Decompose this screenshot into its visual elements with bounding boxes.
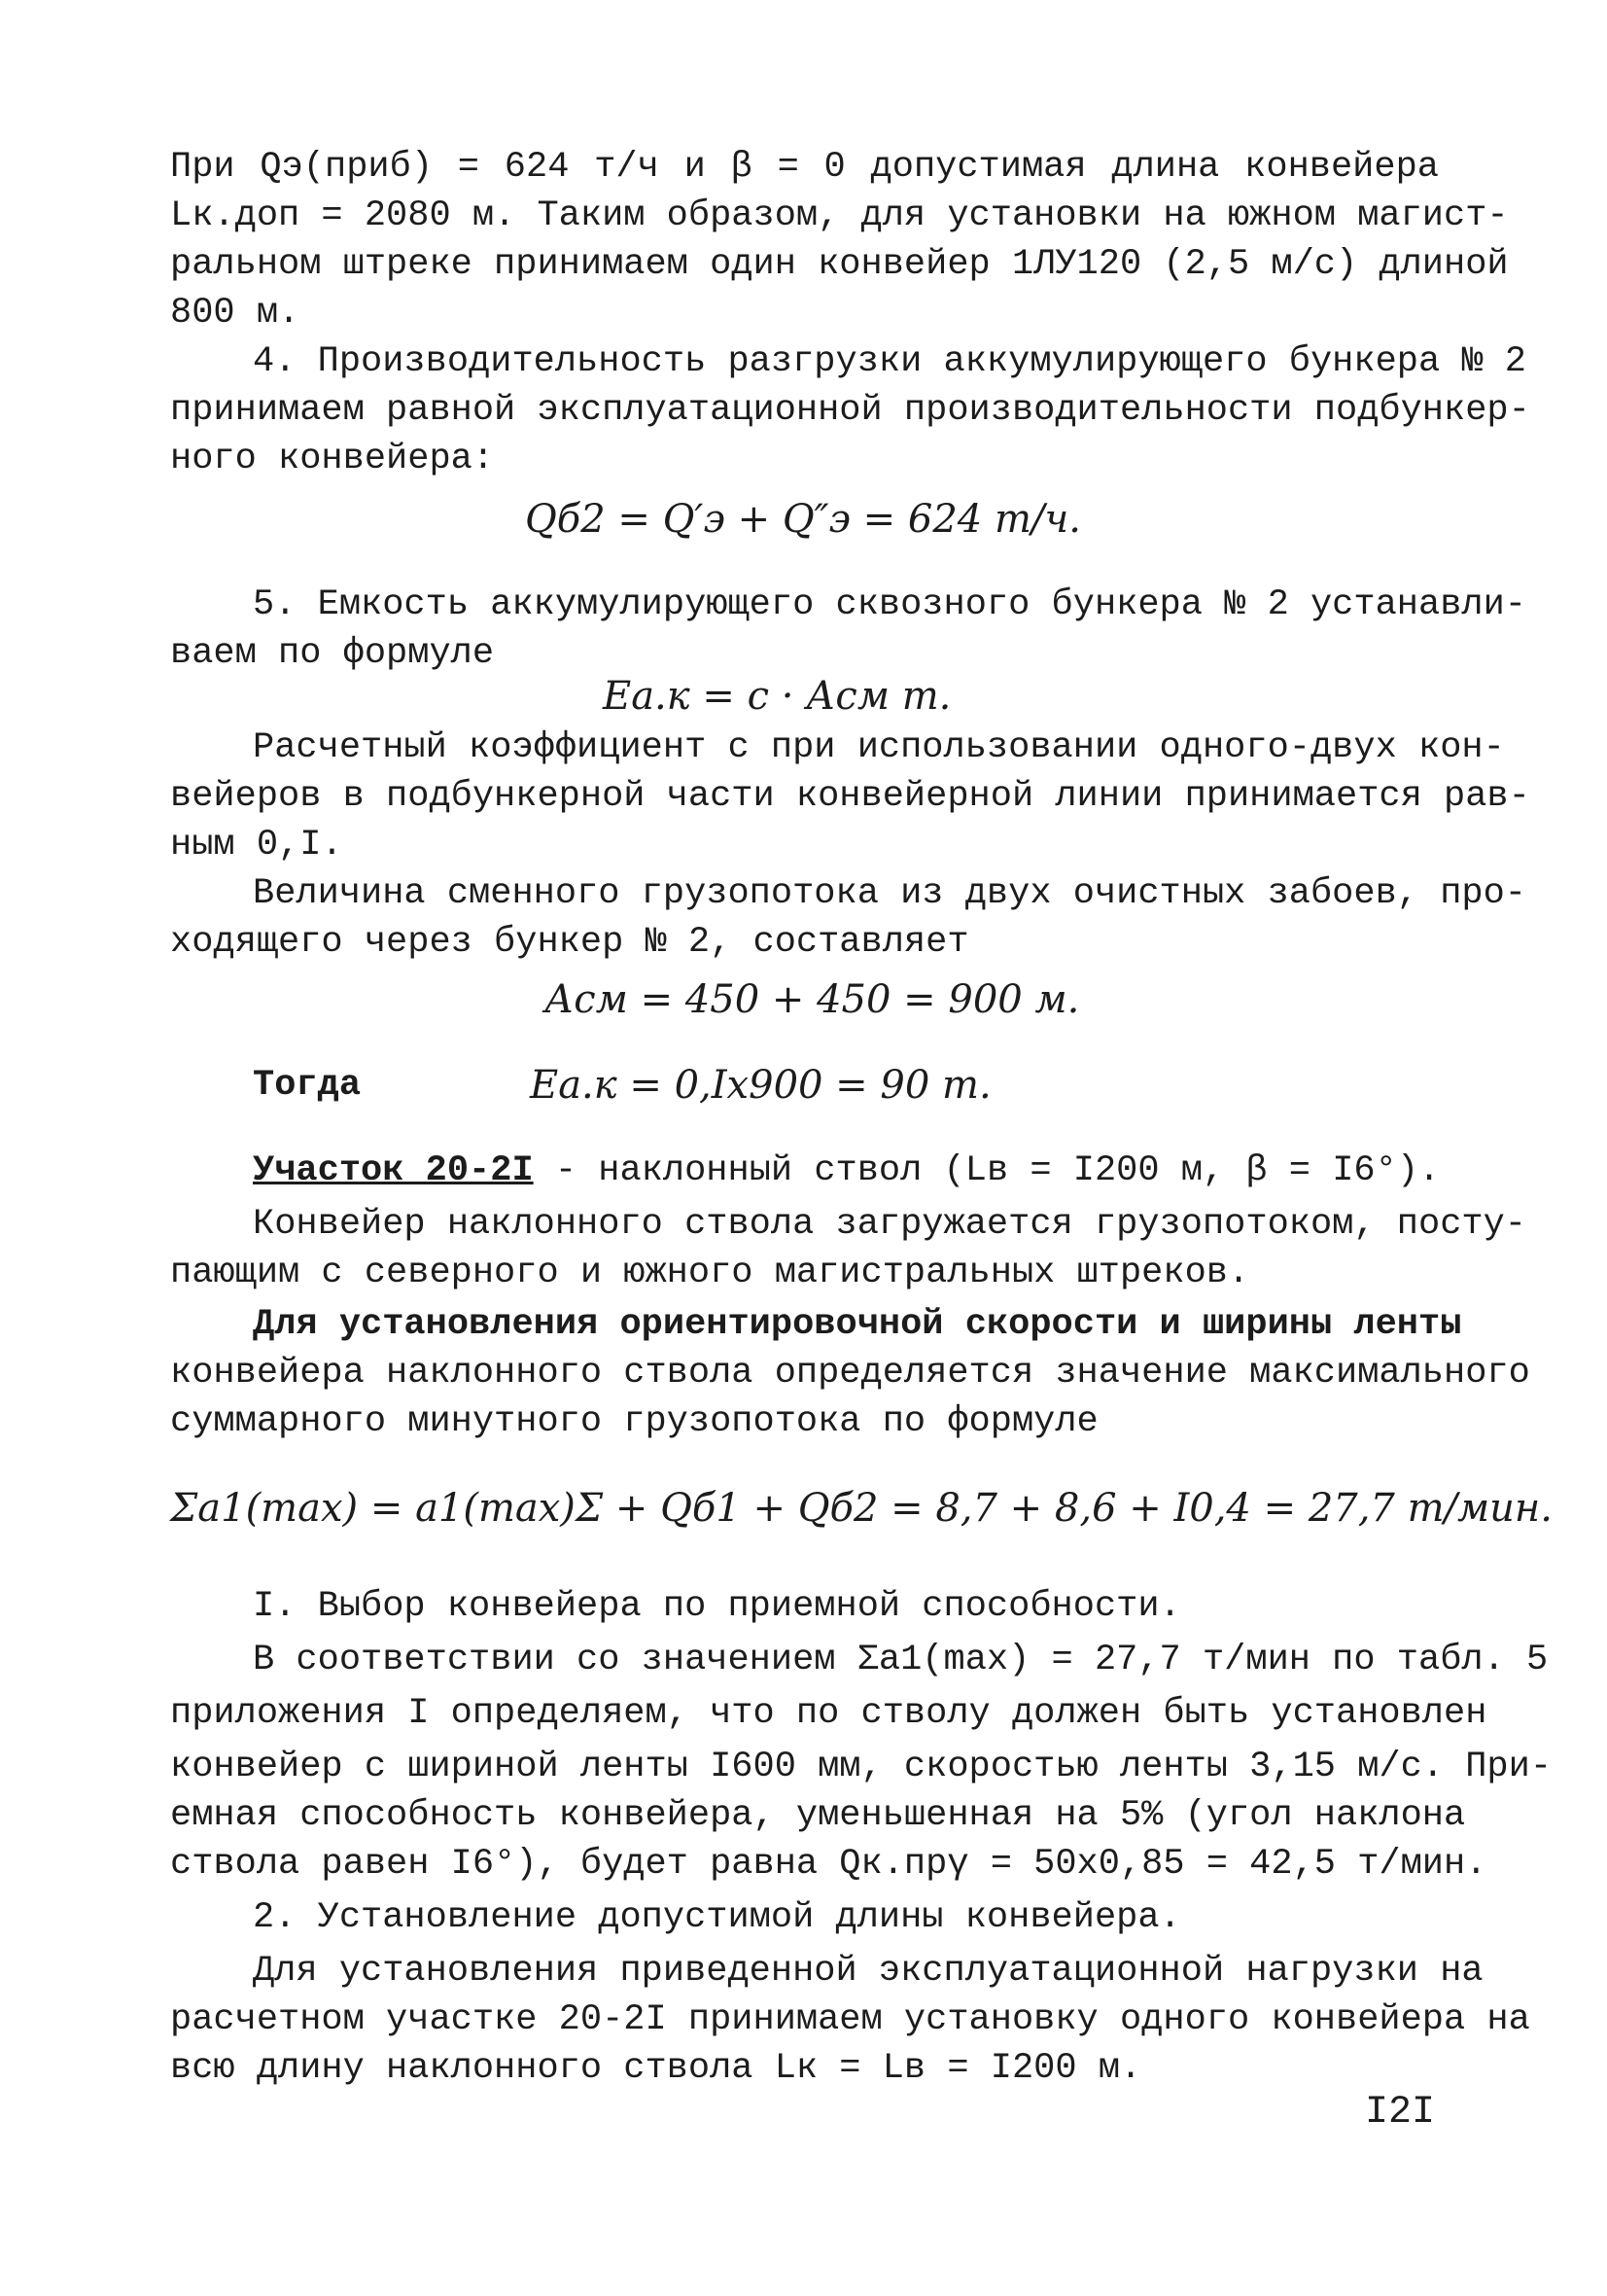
selection-line: ствола равен I6°), будет равна Qк.прγ = 50х0,85 = 42,5 т/мин. (170, 1844, 1487, 1885)
flow-line: ходящего через бункер № 2, составляет (170, 922, 969, 963)
paragraph-5-line: ваем по формуле (170, 633, 495, 674)
speed-line: суммарного минутного грузопотока по формуле (170, 1401, 1099, 1442)
load-line: всю длину наклонного ствола Lк = Lв = I200 м. (170, 2048, 1142, 2089)
speed-line: конвейера наклонного ствола определяется значение максимального (170, 1353, 1530, 1394)
flow-line: Величина сменного грузопотока из двух очистных забоев, про- (253, 873, 1527, 914)
selection-line: В соответствии со значением Σa1(max) = 27,7 т/мин по табл. 5 (253, 1640, 1549, 1680)
page-number: I2I (1365, 2091, 1436, 2135)
formula-shift-flow: Асм = 450 + 450 = 900 м. (544, 977, 1080, 1022)
then-label: Тогда (253, 1065, 362, 1106)
selection-line: приложения I определяем, что по стволу должен быть установлен (170, 1693, 1487, 1734)
coefficient-line: вейеров в подбункерной части конвейерной линии принимается рав- (170, 776, 1530, 817)
selection-line: емная способность конвейера, уменьшенная на 5% (угол наклона (170, 1795, 1466, 1836)
formula-bunker-output: Qб2 = Q′э + Q″э = 624 т/ч. (525, 497, 1081, 542)
text-line: При Qэ(приб) = 624 т/ч и β = 0 допустимая длина конвейера (170, 147, 1439, 188)
section-heading (253, 1148, 1439, 1194)
selection-line: конвейер с шириной ленты I600 мм, скоростью ленты 3,15 м/с. При- (170, 1747, 1553, 1787)
section-title: Участок 20-2I (253, 1150, 534, 1191)
formula-capacity-result: Еа.к = 0,Iх900 = 90 т. (530, 1063, 992, 1108)
formula-total-flow: Σa1(max) = a1(max)Σ + Qб1 + Qб2 = 8,7 + 8,6 + I0,4 = 27,7 т/мин. (170, 1486, 1553, 1531)
step-2-heading: 2. Установление допустимой длины конвейера. (253, 1897, 1181, 1938)
paragraph-4-line: 4. Производительность разгрузки аккумулирующего бункера № 2 (253, 341, 1527, 382)
step-1-heading: I. Выбор конвейера по приемной способности. (253, 1586, 1181, 1627)
coefficient-line: ным 0,I. (170, 825, 343, 865)
load-line: расчетном участке 20-2I принимаем установку одного конвейера на (170, 1999, 1530, 2040)
paragraph-4-line: принимаем равной эксплуатационной производительности подбункер- (170, 390, 1530, 431)
section-description: - наклонный ствол (Lв = I200 м, β = I6°). (554, 1150, 1441, 1191)
formula-bunker-capacity: Еа.к = c · Асм т. (603, 674, 952, 719)
speed-line: Для установления ориентировочной скорости и ширины ленты (253, 1304, 1462, 1345)
text-line: 800 м. (170, 293, 300, 334)
text-line: ральном штреке принимаем один конвейер 1ЛУ120 (2,5 м/с) длиной (170, 244, 1509, 285)
text-line: Lк.доп = 2080 м. Таким образом, для установки на южном магист- (170, 195, 1509, 236)
paragraph-4-line: ного конвейера: (170, 439, 495, 479)
load-line: Для установления приведенной эксплуатационной нагрузки на (253, 1951, 1484, 1992)
conveyor-line: пающим с северного и южного магистральных штреков. (170, 1253, 1250, 1293)
conveyor-line: Конвейер наклонного ствола загружается грузопотоком, посту- (253, 1204, 1527, 1245)
coefficient-line: Расчетный коэффициент c при использовании одного-двух кон- (253, 727, 1505, 768)
paragraph-5-line: 5. Емкость аккумулирующего сквозного бункера № 2 устанавли- (253, 584, 1527, 625)
